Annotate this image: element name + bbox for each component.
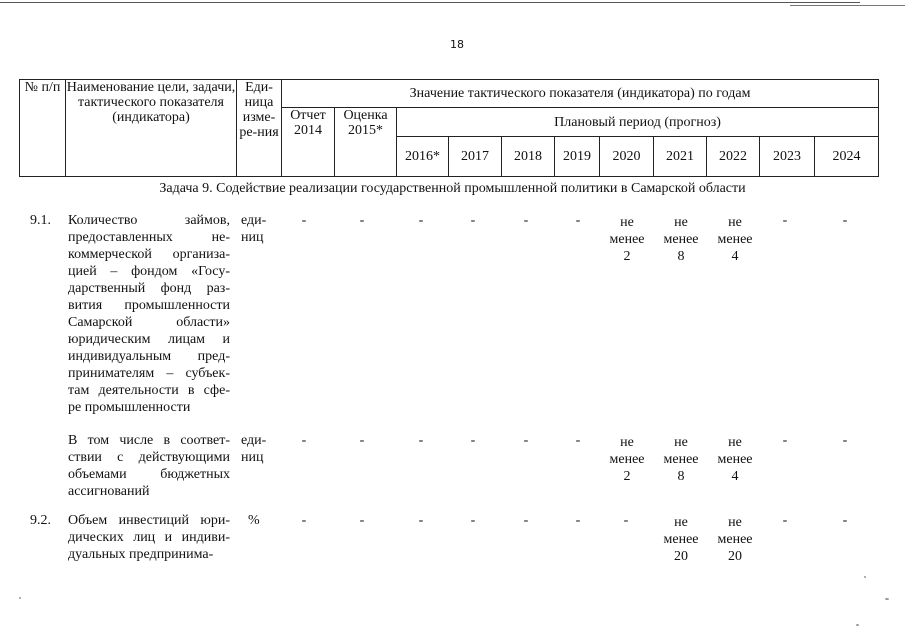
value-2021 bbox=[661, 434, 701, 485]
value-dash-2024: - bbox=[842, 213, 848, 228]
indicator-name bbox=[68, 512, 230, 563]
value-line: менее bbox=[609, 232, 645, 247]
value-2022 bbox=[715, 514, 755, 565]
value-2021 bbox=[661, 514, 701, 565]
value-2020 bbox=[607, 434, 647, 485]
unit-of-measure bbox=[241, 432, 266, 466]
value-dash-2020: - bbox=[623, 513, 629, 528]
indicator-name-line: принимателям – субъек- bbox=[68, 366, 230, 381]
indicator-name-line: предоставленных не- bbox=[68, 230, 230, 245]
value-line: менее bbox=[717, 232, 753, 247]
year-2022: 2022 bbox=[707, 137, 760, 177]
indicator-name-line: ре промышленности bbox=[68, 400, 191, 415]
indicator-name bbox=[68, 212, 230, 416]
page-number: 18 bbox=[450, 38, 464, 51]
unit-line: еди- bbox=[241, 213, 267, 228]
year-2019: 2019 bbox=[555, 137, 600, 177]
value-line: 4 bbox=[731, 249, 739, 264]
value-dash-2016: - bbox=[418, 513, 424, 528]
header-values-title: Значение тактического показателя (индикатора) по годам bbox=[282, 80, 879, 108]
value-line: не bbox=[620, 435, 634, 450]
value-line: менее bbox=[609, 452, 645, 467]
value-dash-2023: - bbox=[782, 513, 788, 528]
value-2022 bbox=[715, 214, 755, 265]
value-line: не bbox=[674, 435, 688, 450]
value-dash-2017: - bbox=[470, 513, 476, 528]
indicator-name-line: дарственный фонд раз- bbox=[68, 281, 230, 296]
value-dash-2016: - bbox=[418, 213, 424, 228]
unit-line: ниц bbox=[241, 450, 264, 465]
indicator-name-line: индивидуальным пред- bbox=[68, 349, 230, 364]
indicator-name-line: там деятельности в сфе- bbox=[68, 383, 230, 398]
header-name: Наименование цели, задачи, тактического показателя (индикатора) bbox=[66, 80, 237, 177]
value-dash-2023: - bbox=[782, 433, 788, 448]
top-rule bbox=[0, 2, 860, 3]
value-dash-2019: - bbox=[575, 433, 581, 448]
unit-of-measure bbox=[241, 212, 266, 246]
value-dash-2019: - bbox=[575, 513, 581, 528]
header-report: Отчет 2014 bbox=[282, 108, 335, 177]
value-line: менее bbox=[663, 532, 699, 547]
value-line: не bbox=[728, 515, 742, 530]
value-line: 2 bbox=[623, 469, 631, 484]
value-line: не bbox=[674, 515, 688, 530]
value-line: менее bbox=[717, 532, 753, 547]
value-dash-2024: - bbox=[842, 513, 848, 528]
header-estimate: Оценка 2015* bbox=[335, 108, 397, 177]
top-rule-short bbox=[790, 5, 905, 6]
value-line: менее bbox=[717, 452, 753, 467]
value-line: 20 bbox=[674, 549, 688, 564]
value-dash-2018: - bbox=[523, 433, 529, 448]
task-title: Задача 9. Содействие реализации государственной промышленной политики в Самарской области bbox=[159, 181, 746, 196]
value-dash-2014: - bbox=[301, 433, 307, 448]
row-number: 9.2. bbox=[30, 513, 51, 528]
indicator-name-line: В том числе в соответ- bbox=[68, 433, 230, 448]
value-2022 bbox=[715, 434, 755, 485]
value-line: 8 bbox=[677, 469, 685, 484]
header-unit: Еди-ница изме-ре-ния bbox=[237, 80, 282, 177]
value-line: 8 bbox=[677, 249, 685, 264]
indicator-name-line: юридическим лицам и bbox=[68, 332, 230, 347]
indicator-name-line: Количество займов, bbox=[68, 213, 230, 228]
value-2020 bbox=[607, 214, 647, 265]
year-2018: 2018 bbox=[502, 137, 555, 177]
scan-speck bbox=[19, 597, 21, 599]
year-2017: 2017 bbox=[449, 137, 502, 177]
indicator-name-line: цией – фондом «Госу- bbox=[68, 264, 230, 279]
value-dash-2015: - bbox=[359, 433, 365, 448]
indicator-name-line: коммерческой организа- bbox=[68, 247, 230, 262]
row-number: 9.1. bbox=[30, 213, 51, 228]
value-line: 4 bbox=[731, 469, 739, 484]
indicator-name-line: дуальных предпринима- bbox=[68, 547, 214, 562]
unit-line: % bbox=[248, 513, 260, 528]
unit-line: еди- bbox=[241, 433, 267, 448]
indicator-name bbox=[68, 432, 230, 500]
value-dash-2014: - bbox=[301, 513, 307, 528]
value-dash-2019: - bbox=[575, 213, 581, 228]
value-dash-2023: - bbox=[782, 213, 788, 228]
value-dash-2017: - bbox=[470, 433, 476, 448]
indicator-name-line: вития промышленности bbox=[68, 298, 230, 313]
year-2020: 2020 bbox=[600, 137, 654, 177]
indicator-name-line: ствии с действующими bbox=[68, 450, 230, 465]
header-num: № п/п bbox=[20, 80, 66, 177]
year-2024: 2024 bbox=[815, 137, 879, 177]
scan-speck bbox=[885, 598, 889, 600]
value-line: не bbox=[674, 215, 688, 230]
indicator-name-line: дических лиц и индиви- bbox=[68, 530, 230, 545]
value-dash-2018: - bbox=[523, 213, 529, 228]
year-2021: 2021 bbox=[654, 137, 707, 177]
value-dash-2015: - bbox=[359, 513, 365, 528]
value-line: менее bbox=[663, 232, 699, 247]
indicator-name-line: объемами бюджетных bbox=[68, 467, 230, 482]
value-dash-2017: - bbox=[470, 213, 476, 228]
value-dash-2018: - bbox=[523, 513, 529, 528]
indicator-name-line: ассигнований bbox=[68, 484, 150, 499]
unit-line: ниц bbox=[241, 230, 264, 245]
value-line: не bbox=[728, 215, 742, 230]
year-2016: 2016* bbox=[397, 137, 449, 177]
value-line: 2 bbox=[623, 249, 631, 264]
scan-speck bbox=[864, 576, 866, 578]
value-line: менее bbox=[663, 452, 699, 467]
unit-of-measure bbox=[248, 512, 260, 529]
year-2023: 2023 bbox=[760, 137, 815, 177]
value-dash-2014: - bbox=[301, 213, 307, 228]
indicator-name-line: Самарской области» bbox=[68, 315, 230, 330]
value-line: не bbox=[728, 435, 742, 450]
value-dash-2015: - bbox=[359, 213, 365, 228]
value-dash-2016: - bbox=[418, 433, 424, 448]
scan-speck bbox=[856, 624, 859, 626]
value-line: 20 bbox=[728, 549, 742, 564]
header-table bbox=[19, 79, 879, 177]
value-2021 bbox=[661, 214, 701, 265]
indicator-name-line: Объем инвестиций юри- bbox=[68, 513, 230, 528]
value-dash-2024: - bbox=[842, 433, 848, 448]
header-plan-period: Плановый период (прогноз) bbox=[397, 108, 879, 137]
value-line: не bbox=[620, 215, 634, 230]
